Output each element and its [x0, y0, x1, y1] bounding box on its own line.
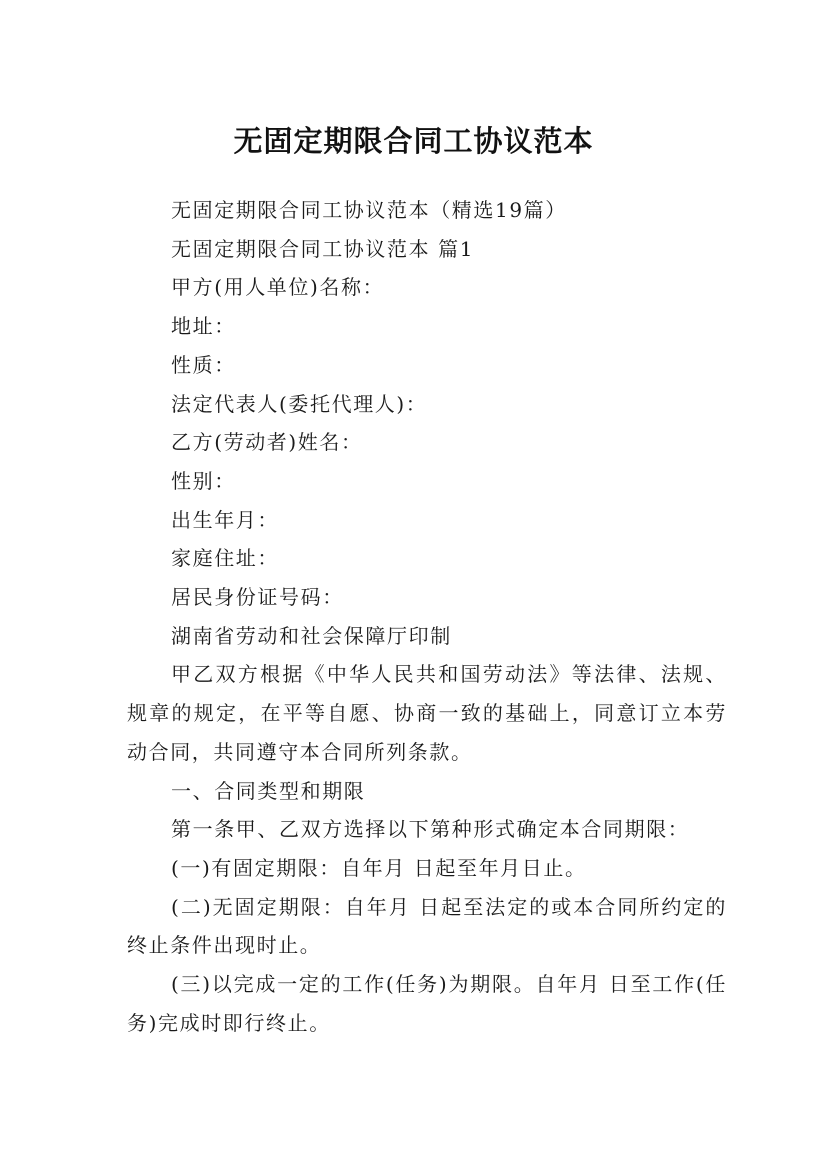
paragraph-id-number: 居民身份证号码：	[171, 585, 344, 610]
paragraph-address: 地址：	[171, 314, 236, 339]
paragraph-party-b-name: 乙方(劳动者)姓名：	[171, 430, 363, 455]
paragraph-open-ended-term: (二)无固定期限：自年月 日起至法定的或本合同所约定的终止条件出现时止。	[127, 894, 727, 958]
paragraph-nature: 性质：	[171, 352, 236, 377]
paragraph-legal-representative: 法定代表人(委托代理人)：	[171, 391, 428, 416]
paragraph-gender: 性别：	[171, 468, 236, 493]
document-body	[127, 191, 727, 1042]
paragraph-article-1: 第一条甲、乙双方选择以下第种形式确定本合同期限：	[171, 817, 690, 842]
paragraph-task-based-term: (三)以完成一定的工作(任务)为期限。自年月 日至工作(任务)完成时即行终止。	[127, 972, 727, 1035]
document-title: 无固定期限合同工协议范本	[233, 124, 594, 159]
paragraph-agreement-basis: 甲乙双方根据《中华人民共和国劳动法》等法律、法规、规章的规定，在平等自愿、协商一致的基础上，同意订立本劳动合同，共同遵守本合同所列条款。	[127, 662, 727, 764]
paragraph-section-heading: 无固定期限合同工协议范本 篇1	[171, 236, 475, 261]
paragraph-contract-type-heading: 一、合同类型和期限	[171, 778, 366, 803]
paragraph-birth-date: 出生年月：	[171, 507, 279, 532]
paragraph-party-a-name: 甲方(用人单位)名称：	[171, 275, 385, 300]
paragraph-fixed-term: (一)有固定期限：自年月 日起至年月日止。	[171, 855, 587, 880]
paragraph-printer: 湖南省劳动和社会保障厅印制	[171, 623, 452, 648]
paragraph-home-address: 家庭住址：	[171, 546, 279, 571]
paragraph-subtitle: 无固定期限合同工协议范本（精选19篇）	[171, 198, 567, 222]
